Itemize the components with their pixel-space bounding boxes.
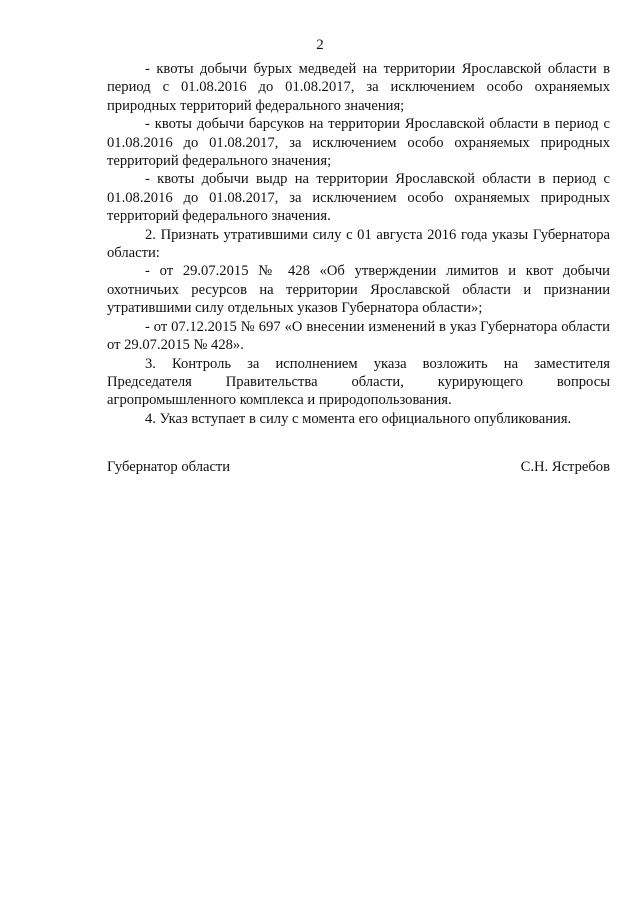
paragraph-repeal-decree-428: - от 29.07.2015 № 428 «Об утверждении лимитов и квот добычи охотничьих ресурсов на территории Ярославской области и признании утратившими силу отдельных указов Губернатора области»; [107,263,610,317]
page-number: 2 [316,37,324,53]
signatory-name: С.Н. Ястребов [520,459,610,475]
paragraph-repeal-clause: 2. Признать утратившими силу с 01 августа 2016 года указы Губернатора области: [107,226,610,262]
signature-block [107,458,610,476]
document-body [107,60,610,428]
paragraph-control-clause: 3. Контроль за исполнением указа возложить на заместителя Председателя Правительства области, курирующего вопросы агропромышленного комплекса и природопользования. [107,355,610,409]
signatory-position: Губернатор области [107,459,231,475]
paragraph-otter-quota: - квоты добычи выдр на территории Ярославской области в период с 01.08.2016 до 01.08.2017, за исключением особо охраняемых природных территорий федерального значения. [107,171,610,225]
paragraph-badger-quota: - квоты добычи барсуков на территории Ярославской области в период с 01.08.2016 до 01.08.2017, за исключением особо охраняемых природных территорий федерального значения; [107,116,610,170]
paragraph-entry-into-force: 4. Указ вступает в силу с момента его официального опубликования. [145,410,572,427]
paragraph-repeal-decree-697: - от 07.12.2015 № 697 «О внесении изменений в указ Губернатора области от 29.07.2015 № 428». [107,318,610,354]
paragraph-bear-quota: - квоты добычи бурых медведей на территории Ярославской области в период с 01.08.2016 до 01.08.2017, за исключением особо охраняемых природных территорий федерального значения; [107,61,610,114]
